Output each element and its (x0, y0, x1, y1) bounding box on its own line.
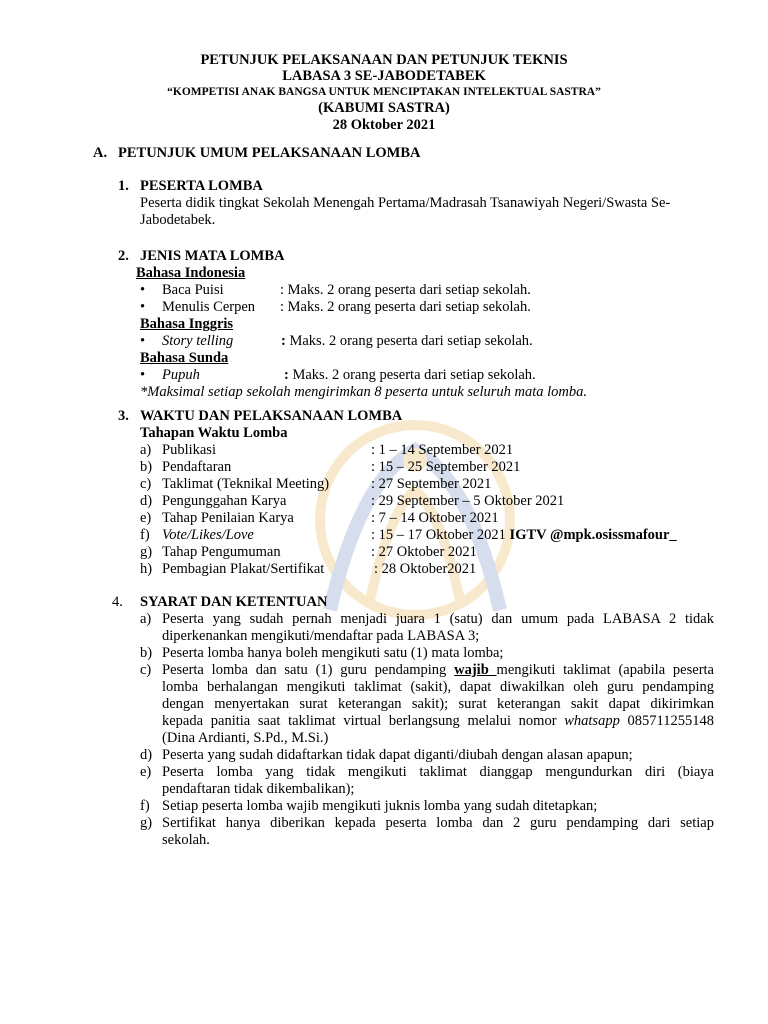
schedule-letter: c) (140, 476, 152, 492)
bullet-icon: • (140, 282, 146, 298)
s4-b-line1: Peserta lomba hanya boleh mengikuti satu (1) mata lomba; (162, 645, 504, 661)
bullet-icon: • (140, 299, 146, 315)
s3-subtitle: Tahapan Waktu Lomba (140, 425, 288, 441)
schedule-value: : 15 – 25 September 2021 (371, 459, 521, 475)
schedule-letter: e) (140, 510, 152, 526)
schedule-letter: f) (140, 527, 150, 543)
schedule-letter: a) (140, 442, 152, 458)
bullet-icon: • (140, 333, 146, 349)
doc-title-line4: (KABUMI SASTRA) (318, 100, 450, 116)
s4-letter: d) (140, 747, 153, 763)
schedule-label: Publikasi (162, 442, 216, 458)
schedule-letter: h) (140, 561, 153, 577)
s4-g-line2: sekolah. (162, 832, 210, 848)
s4-c-line4-pre: kepada panitia saat taklimat virtual berlangsung melalui nomor (162, 713, 565, 729)
s4-letter: f) (140, 798, 150, 814)
s4-letter: e) (140, 764, 152, 780)
s4-a-line1: Peserta yang sudah pernah menjadi juara 1 (satu) dan umum pada LABASA 2 tidak (162, 611, 714, 627)
s2-item1-name: Baca Puisi (162, 282, 224, 298)
s2-item4-desc: Maks. 2 orang peserta dari setiap sekolah. (288, 367, 536, 383)
s1-number: 1. (118, 178, 129, 194)
s4-c-whatsapp: whatsapp (564, 713, 620, 729)
s2-group-sunda: Bahasa Sunda (140, 350, 229, 366)
section-a-title: PETUNJUK UMUM PELAKSANAAN LOMBA (118, 145, 421, 161)
schedule-label: Pembagian Plakat/Sertifikat (162, 561, 325, 577)
s3-number: 3. (118, 408, 129, 424)
s2-item2-desc: : Maks. 2 orang peserta dari setiap sekolah. (280, 299, 531, 315)
schedule-letter: g) (140, 544, 153, 560)
schedule-letter: d) (140, 493, 153, 509)
s4-letter: c) (140, 662, 152, 678)
schedule-letter: b) (140, 459, 153, 475)
s4-d-line1: Peserta yang sudah didaftarkan tidak dapat diganti/diubah dengan alasan apapun; (162, 747, 633, 763)
schedule-value: : 1 – 14 September 2021 (371, 442, 514, 458)
s2-note: *Maksimal setiap sekolah mengirimkan 8 peserta untuk seluruh mata lomba. (140, 384, 588, 400)
s4-letter: b) (140, 645, 153, 661)
schedule-value: : 27 September 2021 (371, 476, 492, 492)
s4-letter: g) (140, 815, 153, 831)
doc-title-line2: LABASA 3 SE-JABODETABEK (282, 68, 486, 84)
s2-item3-name: Story telling (162, 333, 234, 349)
schedule-label: Pengunggahan Karya (162, 493, 287, 509)
s4-c-line1-pre: Peserta lomba dan satu (1) guru pendamping (162, 662, 455, 678)
s1-text-line1: Peserta didik tingkat Sekolah Menengah Pertama/Madrasah Tsanawiyah Negeri/Swasta Se- (140, 195, 671, 211)
s4-title: SYARAT DAN KETENTUAN (140, 594, 328, 610)
s2-item4-name: Pupuh (162, 367, 200, 383)
s4-e-line2: pendaftaran tidak dikembalikan); (162, 781, 355, 797)
s2-item3-desc: Maks. 2 orang peserta dari setiap sekolah. (285, 333, 533, 349)
s4-c-line1-post: mengikuti taklimat (apabila peserta (496, 662, 714, 678)
s4-c-line3: dengan menyertakan surat keterangan sakit); surat keterangan sakit dapat dikirimkan (162, 696, 714, 712)
s4-a-line2: diperkenankan mengikuti/mendaftar pada LABASA 3; (162, 628, 480, 644)
schedule-value: : 7 – 14 Oktober 2021 (371, 510, 499, 526)
s1-title: PESERTA LOMBA (140, 178, 263, 194)
schedule-label: Pendaftaran (162, 459, 232, 475)
s1-text-line2: Jabodetabek. (140, 212, 216, 228)
s4-e-line1: Peserta lomba yang tidak mengikuti taklimat dianggap mengundurkan diri (biaya (162, 764, 714, 780)
s3-title: WAKTU DAN PELAKSANAAN LOMBA (140, 408, 403, 424)
s2-item2-name: Menulis Cerpen (162, 299, 256, 315)
doc-date: 28 Oktober 2021 (332, 117, 436, 133)
s4-c-line2: lomba berhalangan mengikuti taklimat (sakit), dapat diwakilkan oleh guru pendamping (162, 679, 714, 695)
section-a-marker: A. (93, 145, 108, 161)
s2-item1-desc: : Maks. 2 orang peserta dari setiap sekolah. (280, 282, 531, 298)
schedule-label: Taklimat (Teknikal Meeting) (162, 476, 330, 492)
schedule-label: Tahap Penilaian Karya (162, 510, 294, 526)
s2-number: 2. (118, 248, 129, 264)
s2-group-inggris: Bahasa Inggris (140, 316, 234, 332)
schedule-label: Vote/Likes/Love (162, 527, 254, 543)
doc-title-line3: “KOMPETISI ANAK BANGSA UNTUK MENCIPTAKAN INTELEKTUAL SASTRA” (167, 86, 601, 98)
igtv-account-link: IGTV @mpk.osissmafour_ (505, 527, 677, 543)
s2-group-indonesia: Bahasa Indonesia (136, 265, 246, 281)
schedule-value: : 15 – 17 Oktober 2021 (371, 527, 506, 543)
s2-item4-colon: : (284, 367, 289, 383)
bullet-icon: • (140, 367, 146, 383)
s2-title: JENIS MATA LOMBA (140, 248, 285, 264)
schedule-value: : 29 September – 5 Oktober 2021 (371, 493, 565, 509)
doc-title-line1: PETUNJUK PELAKSANAAN DAN PETUNJUK TEKNIS (200, 52, 568, 68)
s4-c-phone: 085711255148 (619, 713, 714, 729)
s4-f-line1: Setiap peserta lomba wajib mengikuti juknis lomba yang sudah ditetapkan; (162, 798, 598, 814)
s4-c-wajib: wajib (454, 662, 497, 678)
schedule-value: : 28 Oktober2021 (374, 561, 477, 577)
schedule-value: : 27 Oktober 2021 (371, 544, 477, 560)
s4-number: 4. (112, 594, 123, 610)
s4-c-line5: (Dina Ardianti, S.Pd., M.Si.) (162, 730, 329, 746)
s4-g-line1: Sertifikat hanya diberikan kepada peserta lomba dan 2 guru pendamping dari setiap (162, 815, 714, 831)
schedule-label: Tahap Pengumuman (162, 544, 281, 560)
s4-letter: a) (140, 611, 152, 627)
s2-item3-colon: : (281, 333, 286, 349)
